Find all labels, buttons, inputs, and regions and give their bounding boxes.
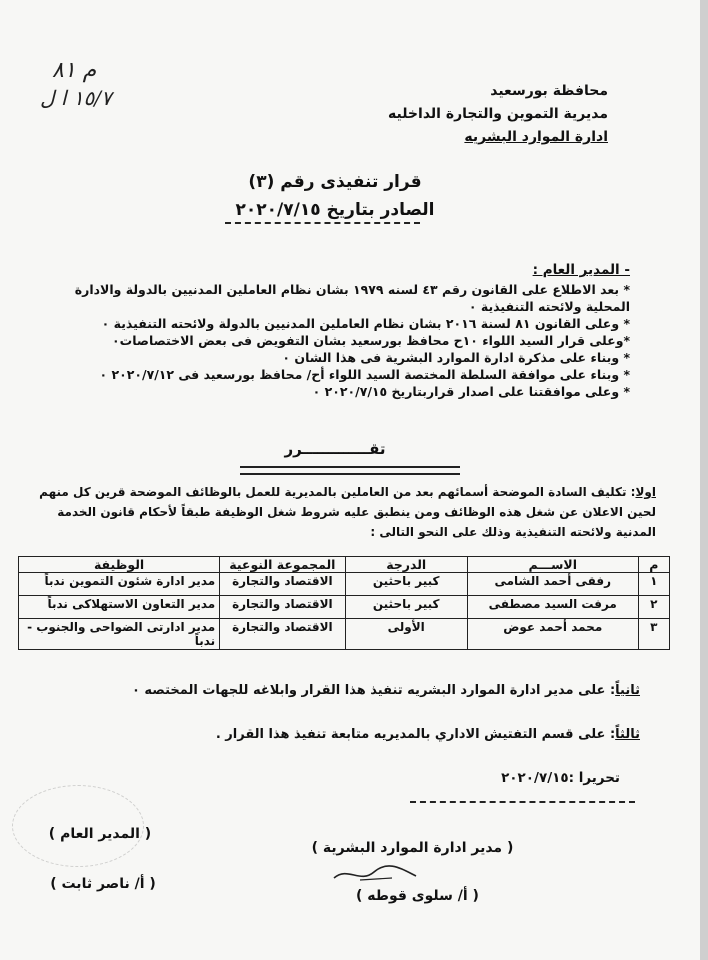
cell-group: الاقتصاد والتجارة xyxy=(220,596,345,619)
decides-divider xyxy=(240,466,460,475)
staff-assignment-table xyxy=(18,556,670,650)
general-manager-title: ( المدير العام ) xyxy=(48,826,152,842)
header-grade: الدرجة xyxy=(345,557,467,573)
table-row xyxy=(19,619,670,650)
preamble-item: * وعلى القانون ٨١ لسنة ٢٠١٦ بشان نظام العاملين المدنيين بالدولة ولائحته التنفيذية ٠ xyxy=(101,316,630,331)
article-third-label: ثالثاً xyxy=(615,727,640,742)
cell-name: مرفت السيد مصطفى xyxy=(467,596,638,619)
cell-num: ٣ xyxy=(638,619,669,650)
hr-manager-title: ( مدير ادارة الموارد البشرية ) xyxy=(311,840,514,856)
preamble xyxy=(60,262,630,400)
department-name: ادارة الموارد البشريه xyxy=(464,129,608,145)
decision-number: قرار تنفيذى رقم (٣) xyxy=(248,172,422,192)
decision-issued-date: الصادر بتاريخ ٢٠٢٠/٧/١٥ xyxy=(235,200,435,220)
margin-note-line-1: م ٨١ xyxy=(52,58,97,83)
cell-name: رفقى أحمد الشامى xyxy=(467,573,638,596)
margin-note-line-2: ١٥/٧ ا ل xyxy=(40,86,112,110)
header-name: الاســـم xyxy=(467,557,638,573)
general-director-heading: - المدير العام : xyxy=(532,262,630,278)
article-first-label: اولا xyxy=(635,485,656,499)
cell-job: مدير التعاون الاستهلاكى ندباً xyxy=(19,596,220,619)
written-on-date: تحريرا :٢٠٢٠/٧/١٥ xyxy=(501,770,620,786)
general-manager-name: ( أ/ ناصر ثابت ) xyxy=(50,876,156,892)
hr-manager-name: ( أ/ سلوى قوطه ) xyxy=(356,888,479,904)
handwritten-margin-note xyxy=(40,58,130,138)
cell-job: مدير ادارتى الضواحى والجنوب - ندباً xyxy=(19,619,220,650)
article-second-text: : على مدير ادارة الموارد البشريه تنفيذ هذا القرار وابلاغه للجهات المختصه ٠ xyxy=(131,683,616,698)
decides-heading: تقـــــــــــــرر xyxy=(284,440,386,458)
table-header-row xyxy=(19,557,670,573)
article-second xyxy=(60,683,640,698)
cell-job: مدير ادارة شئون التموين ندباً xyxy=(19,573,220,596)
cell-group: الاقتصاد والتجارة xyxy=(220,619,345,650)
preamble-item: * بعد الاطلاع على القانون رقم ٤٣ لسنه ١٩٧٩ بشان نظام العاملين المدنيين بالدولة والادارة المحلية ولائحته التنفيذية ٠ xyxy=(74,282,630,314)
page-edge-shadow xyxy=(700,0,708,960)
preamble-item: * وبناء على موافقة السلطة المختصة السيد اللواء أح/ محافظ بورسعيد فى ٢٠٢٠/٧/١٢ ٠ xyxy=(99,367,630,382)
title-divider xyxy=(225,222,420,224)
table-row xyxy=(19,573,670,596)
cell-group: الاقتصاد والتجارة xyxy=(220,573,345,596)
article-first xyxy=(36,482,656,542)
preamble-item: * وعلى موافقتنا على اصدار قراربتاريخ ٢٠٢٠/٧/١٥ ٠ xyxy=(312,384,630,399)
header-num: م xyxy=(638,557,669,573)
cell-name: محمد أحمد عوض xyxy=(467,619,638,650)
governorate-name: محافظة بورسعيد xyxy=(490,83,608,99)
cell-num: ٢ xyxy=(638,596,669,619)
article-third-text: : على قسم التفتيش الاداري بالمديريه متابعة تنفيذ هذا القرار . xyxy=(215,727,616,742)
preamble-item: *وعلى قرار السيد اللواء ١٠ح محافظ بورسعيد بشان التفويض فى بعض الاختصاصات٠ xyxy=(112,333,630,348)
decision-title-block xyxy=(200,168,470,224)
signature-scrawl xyxy=(330,858,420,888)
article-first-text: : تكليف السادة الموضحة أسمائهم بعد من العاملين بالمديرية للعمل بالوظائف الموضحة قرين كل منهم لحين الاعلان عن شغل هذه الوظائف ومن ينطبق عليه شروط شغل الوظيفة طبقاً لأحكام قانون الخدمة المدنية ولائحته التنفيذية وذلك على النحو التالى : xyxy=(39,485,656,539)
table-row xyxy=(19,596,670,619)
header-group: المجموعة النوعية xyxy=(220,557,345,573)
directorate-name: مديرية التموين والتجارة الداخليه xyxy=(388,106,608,122)
preamble-item: * وبناء على مذكرة ادارة الموارد البشرية فى هذا الشان ٠ xyxy=(282,350,630,365)
article-second-label: ثانياً xyxy=(615,683,640,698)
cell-grade: الأولى xyxy=(345,619,467,650)
article-third xyxy=(60,727,640,742)
header-job: الوظيفة xyxy=(19,557,220,573)
cell-grade: كبير باحثين xyxy=(345,596,467,619)
date-divider xyxy=(410,801,635,803)
cell-grade: كبير باحثين xyxy=(345,573,467,596)
cell-num: ١ xyxy=(638,573,669,596)
letterhead xyxy=(308,80,608,149)
